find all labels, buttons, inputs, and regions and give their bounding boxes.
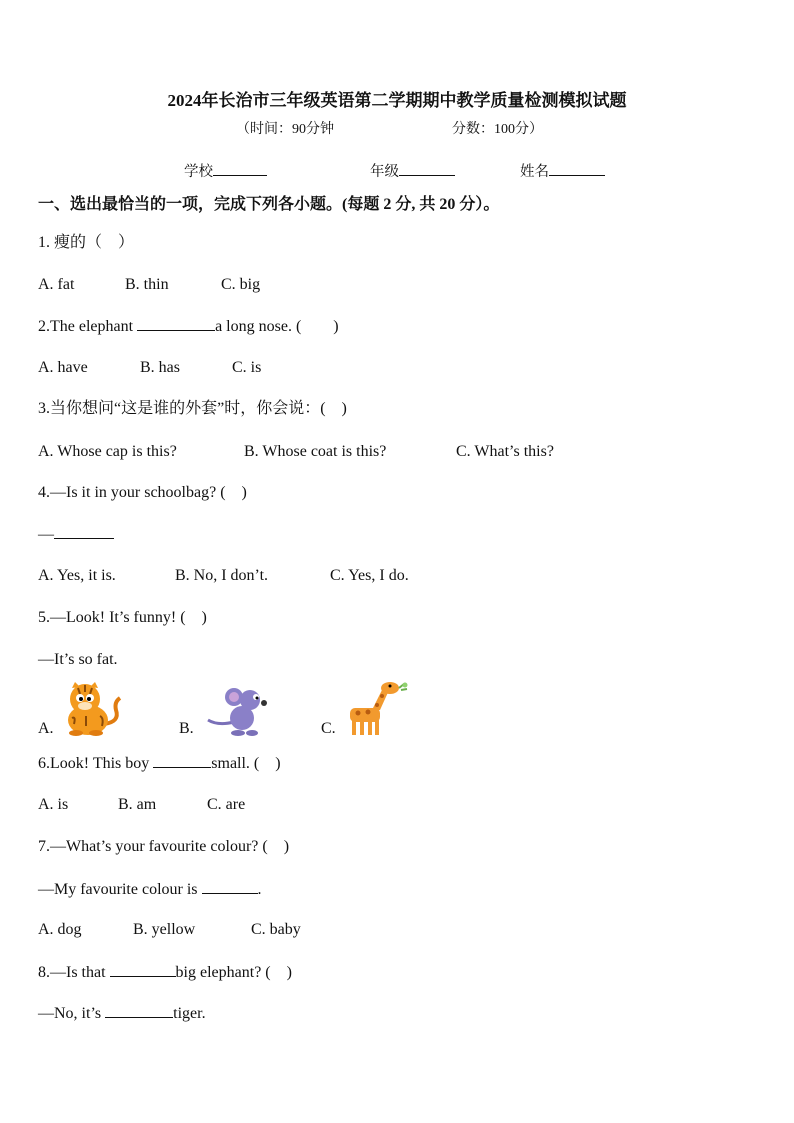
q5-option-a-label: A. <box>38 720 54 737</box>
q2-option-b[interactable]: B. has <box>140 359 180 376</box>
q7-blank[interactable] <box>202 879 258 894</box>
question-2-stem <box>38 316 339 337</box>
q4-option-b[interactable]: B. No, I don’t. <box>175 567 269 584</box>
q5-option-b-label: B. <box>179 720 194 737</box>
q7-option-a[interactable]: A. dog <box>38 921 82 938</box>
exam-title: 2024年长治市三年级英语第二学期期中教学质量检测模拟试题 <box>167 91 627 110</box>
q5-option-c-label: C. <box>321 720 336 737</box>
q2-stem-part1: 2.The elephant <box>38 318 138 335</box>
q4-dash: — <box>38 526 54 543</box>
q8-stem-part2: big elephant? ( ) <box>175 964 292 981</box>
name-label: 姓名 <box>520 164 549 180</box>
tiger-icon[interactable] <box>60 682 126 736</box>
q8-line2 <box>38 1003 206 1024</box>
q8-blank-1[interactable] <box>110 962 176 977</box>
q5-option-a[interactable] <box>38 719 54 739</box>
name-field[interactable] <box>520 160 605 181</box>
q8-line2-part2: tiger. <box>173 1005 206 1022</box>
question-5-stem: 5.—Look! It’s funny! ( ) <box>38 609 207 626</box>
q5-option-b[interactable] <box>179 719 194 739</box>
exam-time: （时间：90分钟 <box>236 122 334 137</box>
q6-stem-part1: 6.Look! This boy <box>38 755 154 772</box>
q5-line2: —It’s so fat. <box>38 651 118 668</box>
q2-blank[interactable] <box>137 316 215 331</box>
q6-option-a[interactable]: A. is <box>38 796 69 813</box>
q4-option-c[interactable]: C. Yes, I do. <box>330 567 409 584</box>
grade-blank[interactable] <box>399 161 455 176</box>
q3-option-b[interactable]: B. Whose coat is this? <box>244 443 387 460</box>
giraffe-icon[interactable] <box>344 680 410 736</box>
school-field[interactable] <box>184 160 267 181</box>
question-1-stem: 1. 瘦的（ ） <box>38 234 135 251</box>
q1-option-b[interactable]: B. thin <box>125 276 169 293</box>
name-blank[interactable] <box>549 161 605 176</box>
q8-line2-part1: —No, it’s <box>38 1005 106 1022</box>
school-label: 学校 <box>184 164 213 180</box>
question-6-stem <box>38 753 281 774</box>
section-heading: 一、选出最恰当的一项，完成下列各小题。(每题 2 分, 共 20 分）。 <box>38 196 500 213</box>
question-8-stem <box>38 962 292 983</box>
q7-line2 <box>38 879 262 900</box>
q7-line2-part2: . <box>257 881 262 898</box>
question-3-stem: 3.当你想问“这是谁的外套”时，你会说：( ) <box>38 400 347 417</box>
exam-score: 分数：100分） <box>452 122 543 137</box>
q2-stem-part2: a long nose. ( ) <box>215 318 339 335</box>
school-blank[interactable] <box>213 161 267 176</box>
mouse-icon[interactable] <box>204 686 268 736</box>
grade-field[interactable] <box>370 160 455 181</box>
q7-option-b[interactable]: B. yellow <box>133 921 196 938</box>
question-4-stem: 4.—Is it in your schoolbag? ( ) <box>38 484 247 501</box>
q8-stem-part1: 8.—Is that <box>38 964 110 981</box>
q2-option-c[interactable]: C. is <box>232 359 262 376</box>
q6-option-b[interactable]: B. am <box>118 796 157 813</box>
grade-label: 年级 <box>370 164 399 180</box>
q2-option-a[interactable]: A. have <box>38 359 88 376</box>
q5-option-c[interactable] <box>321 719 336 739</box>
q1-option-a[interactable]: A. fat <box>38 276 75 293</box>
q6-blank[interactable] <box>153 753 211 768</box>
q6-stem-part2: small. ( ) <box>211 755 281 772</box>
q3-option-a[interactable]: A. Whose cap is this? <box>38 443 177 460</box>
q4-option-a[interactable]: A. Yes, it is. <box>38 567 116 584</box>
q7-line2-part1: —My favourite colour is <box>38 881 202 898</box>
q7-option-c[interactable]: C. baby <box>251 921 301 938</box>
q8-blank-2[interactable] <box>105 1003 173 1018</box>
q1-option-c[interactable]: C. big <box>221 276 261 293</box>
q3-option-c[interactable]: C. What’s this? <box>456 443 554 460</box>
q4-blank[interactable] <box>54 524 114 539</box>
q6-option-c[interactable]: C. are <box>207 796 246 813</box>
q4-answer-line <box>38 524 114 545</box>
question-7-stem: 7.—What’s your favourite colour? ( ) <box>38 838 290 855</box>
